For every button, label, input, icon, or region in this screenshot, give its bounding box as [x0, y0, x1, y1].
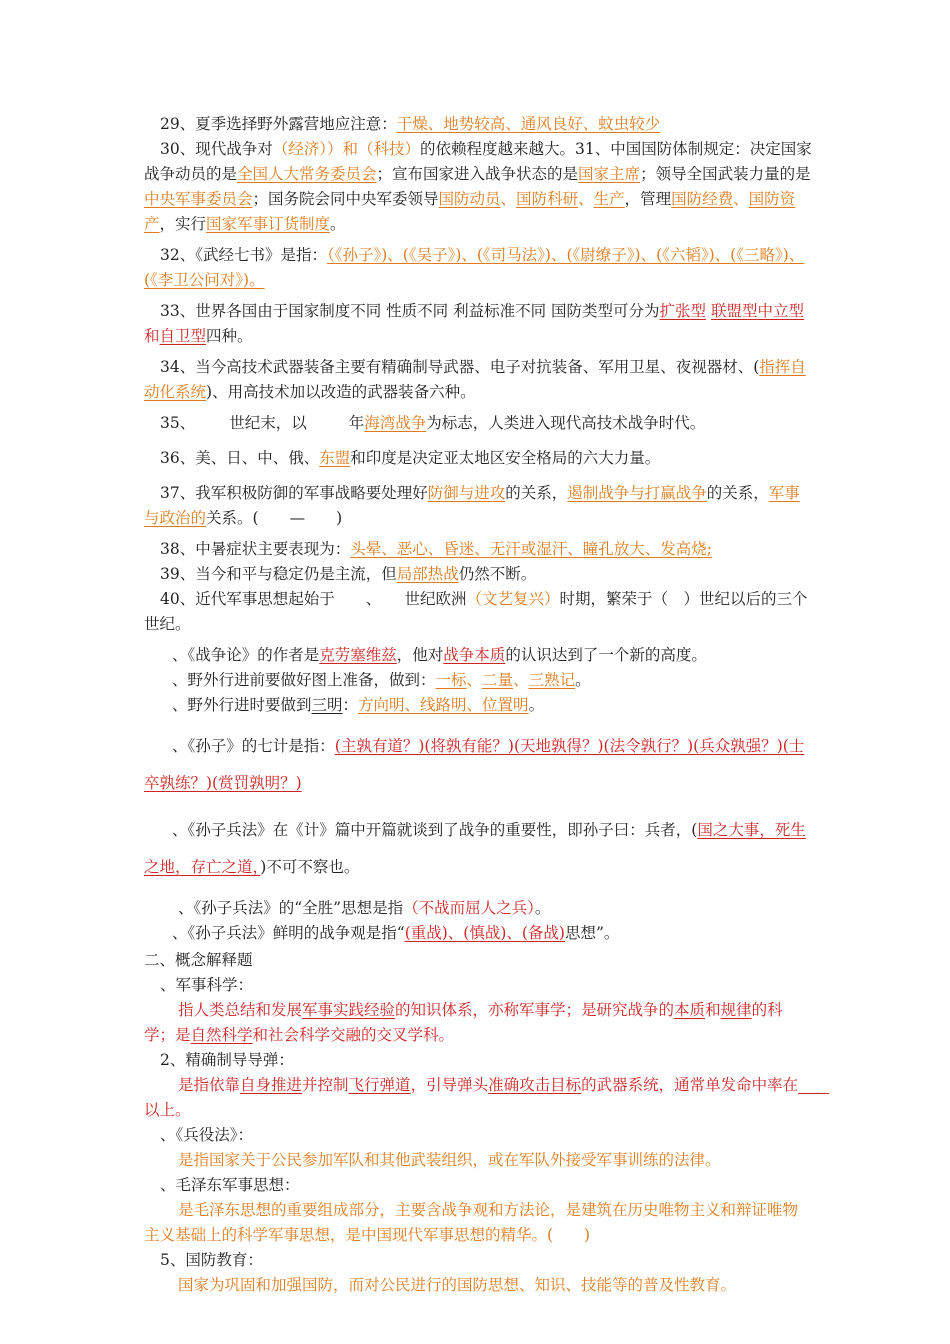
q30-text: 30、现代战争对 — [160, 140, 273, 158]
q32-text: 32、《武经七书》是指： — [160, 246, 327, 264]
q33-end: 四种。 — [206, 327, 253, 345]
def-4-title: 、毛泽东军事思想： — [160, 1176, 300, 1194]
def-1-text-3: 和 — [705, 1001, 721, 1019]
def-4-body: 是毛泽东思想的重要组成部分，主要含战争观和方法论，是建筑在历史唯物主义和辩证唯物主义基础上的科学军事思想，是中国现代军事思想的精华。( ) — [144, 1201, 799, 1244]
q39-text: 39、当今和平与稳定仍是主流，但 — [160, 565, 397, 583]
question-33 — [144, 299, 812, 349]
def-3-title: 、《兵役法》： — [160, 1126, 254, 1144]
def-2-key-2: 飞行弹道 — [348, 1076, 411, 1094]
q33-answer-2: 联盟型 — [710, 302, 758, 320]
q45-text: 、《孙子兵法》在《计》篇中开篇就谈到了战争的重要性，即孙子曰：兵者，( — [172, 821, 698, 839]
q37-answer-1: 防御与进攻 — [427, 484, 506, 502]
q43-end: 。 — [528, 696, 545, 714]
question-38 — [144, 537, 812, 562]
q32-answer: （《孙子》)、(《吴子》)、(《司马法》)、(《尉缭子》)、(《六韬》)、(《三略》)、(《李卫公问对》)。 — [144, 246, 805, 289]
def-2-text-1: 是指依靠 — [178, 1076, 241, 1094]
q47-answer: (重战)、(慎战)、(备战) — [404, 924, 565, 942]
def-1-body — [144, 998, 812, 1048]
q35-text-3: 年 — [348, 414, 365, 432]
q34-text: 34、当今高技术武器装备主要有精确制导武器、电子对抗装备、军用卫星、夜视器材、( — [160, 358, 760, 376]
q42-end: 。 — [575, 671, 591, 689]
q45-answer: 国之大事，死生之地，存亡之道， — [144, 821, 806, 876]
q43-text: 、野外行进时要做到 — [172, 696, 312, 714]
def-2-key-1: 自身推进 — [240, 1076, 303, 1094]
def-2-text-5: 以上。 — [144, 1101, 191, 1119]
q43-colon: ： — [342, 696, 359, 714]
q42-answer-1: 一标 — [435, 671, 467, 689]
q31-answer-1: 全国人大常务委员会 — [237, 165, 377, 183]
def-3-body: 是指国家关于公民参加军队和其他武装组织，或在军队外接受军事训练的法律。 — [178, 1151, 721, 1169]
q33-text: 33、世界各国由于国家制度不同 性质不同 利益标准不同 国防类型可分为 — [160, 302, 660, 320]
q31-sep-1: 、 — [500, 190, 517, 208]
def-1-key-4: 自然科学 — [190, 1026, 253, 1044]
q34-answer: 指挥自动化系统 — [144, 358, 806, 401]
q33-answer-1: 扩张型 — [659, 302, 707, 320]
q34-end: )、用高技术加以改造的武器装备六种。 — [206, 383, 476, 401]
q41-text-2: ，他对 — [396, 646, 444, 664]
question-37 — [144, 481, 812, 531]
q37-text: 37、我军积极防御的军事战略要处理好 — [160, 484, 428, 502]
q41-text: 、《战争论》的作者是 — [172, 646, 320, 664]
q33-answer-3: 中立型 — [757, 302, 804, 320]
q31-text-3: ；领导全国武装力量的是 — [640, 165, 811, 183]
q31-answer-7: 国防经费 — [671, 190, 734, 208]
q31-answer-2: 国家主席 — [578, 165, 641, 183]
q37-end: 关系。( — ) — [206, 509, 343, 527]
q29-text: 29、夏季选择野外露营地应注意： — [160, 115, 397, 133]
question-41 — [144, 643, 812, 668]
def-2-text-2: 并控制 — [302, 1076, 349, 1094]
question-34 — [144, 355, 812, 405]
q43-answer-2: 方向明、线路明、位置明 — [358, 696, 529, 714]
question-46 — [144, 896, 812, 921]
q31-answer-5: 国防科研 — [516, 190, 579, 208]
q31-answer-4: 国防动员 — [438, 190, 501, 208]
q31-answer-8: 国防资产 — [144, 190, 796, 233]
q40-end: 时期，繁荣于（ ）世纪以后的三个世纪。 — [144, 590, 808, 633]
q47-text: 、《孙子兵法》鲜明的战争观是指“ — [172, 924, 405, 942]
def-2-blank — [798, 1076, 829, 1094]
def-5-title: 5、国防教育： — [160, 1251, 263, 1269]
q36-end: 和印度是决定亚太地区安全格局的六大力量。 — [350, 449, 661, 467]
q36-text: 36、美、日、中、俄、 — [160, 449, 320, 467]
question-43 — [144, 693, 812, 718]
q42-text: 、野外行进前要做好图上准备，做到： — [172, 671, 436, 689]
q37-answer-3: 军事与政治的 — [144, 484, 800, 527]
q30-answer: （经济））和（科技） — [272, 140, 420, 158]
q31-text-5: ，管理 — [624, 190, 672, 208]
def-1-text-5: 和社会科学交融的交叉学科。 — [252, 1026, 455, 1044]
q35-text: 35、 — [160, 414, 196, 432]
def-1-title: 、军事科学： — [160, 976, 254, 994]
question-40 — [144, 587, 812, 637]
question-42 — [144, 668, 812, 693]
q31-text-2: ；宣布国家进入战争状态的是 — [376, 165, 579, 183]
q37-answer-2: 遏制战争与打赢战争 — [567, 484, 707, 502]
def-1-text-2: 的知识体系，亦称军事学；是研究战争的 — [395, 1001, 675, 1019]
q33-and: 和 — [144, 327, 160, 345]
def-2-body — [144, 1073, 812, 1123]
q31-sep-3: 、 — [733, 190, 749, 208]
q40-text: 40、近代军事思想起始于 、 世纪欧洲 — [160, 590, 467, 608]
def-5-body: 国家为巩固和加强国防，而对公民进行的国防思想、知识、技能等的普及性教育。 — [178, 1276, 737, 1294]
q33-answer-4: 自卫型 — [159, 327, 207, 345]
def-2-title: 2、精确制导导弹： — [160, 1051, 294, 1069]
q37-text-2: 的关系， — [505, 484, 568, 502]
q47-end: 思想”。 — [564, 924, 620, 942]
q31-text: 的依赖程度越来越大。31、中国国防体制规定：决定国家战争动员的是 — [144, 140, 812, 183]
q31-answer-6: 生产 — [593, 190, 625, 208]
document-body — [144, 112, 812, 1298]
q31-answer-9: 国家军事订货制度 — [206, 215, 331, 233]
q42-answer-3: 三熟记 — [528, 671, 576, 689]
q46-answer: （不战而屈人之兵） — [403, 899, 535, 917]
def-2-text-4: 的武器系统，通常单发命中率在 — [581, 1076, 799, 1094]
question-39 — [144, 562, 812, 587]
question-29 — [144, 112, 812, 137]
question-35 — [144, 411, 812, 436]
q38-text: 38、中暑症状主要表现为： — [160, 540, 351, 558]
q39-answer: 局部热战 — [396, 565, 459, 583]
q41-end: 的认识达到了一个新的高度。 — [505, 646, 707, 664]
q40-answer: （文艺复兴） — [466, 590, 560, 608]
def-1-key-1: 军事实践经验 — [302, 1001, 396, 1019]
def-2-key-3: 准确攻击目标 — [488, 1076, 582, 1094]
q35-text-2: 世纪末，以 — [229, 414, 307, 432]
question-45 — [144, 812, 812, 886]
q45-end: )不可不察也。 — [260, 858, 360, 876]
question-32 — [144, 243, 812, 293]
def-2-text-3: ，引导弹头 — [410, 1076, 489, 1094]
q41-answer-1: 克劳塞维兹 — [319, 646, 397, 664]
q31-text-6: ，实行 — [159, 215, 207, 233]
def-1-text-4: 的科学；是 — [144, 1001, 783, 1044]
question-44 — [144, 728, 812, 802]
q31-text-4: ；国务院会同中央军委领导 — [252, 190, 439, 208]
q43-answer-1: 三明 — [311, 696, 343, 714]
q44-answer: (主孰有道？)(将孰有能？)(天地孰得？)(法令孰行？)(兵众孰强？)(士卒孰练？)(赏罚孰明？) — [144, 737, 805, 792]
def-1-key-3: 规律 — [720, 1001, 752, 1019]
q35-end: 为标志，人类进入现代高技术战争时代。 — [426, 414, 706, 432]
q39-end: 仍然不断。 — [458, 565, 537, 583]
question-30-31 — [144, 137, 812, 237]
q46-text: 、《孙子兵法》的“全胜”思想是指 — [178, 899, 404, 917]
q44-text: 、《孙子》的七计是指： — [172, 737, 335, 755]
q42-sep-2: 、 — [513, 671, 529, 689]
q29-answer: 干燥、地势较高、通风良好、蚊虫较少 — [396, 115, 661, 133]
question-36 — [144, 446, 812, 471]
q31-end: 。 — [330, 215, 346, 233]
q31-answer-3: 中央军事委员会 — [144, 190, 253, 208]
q35-answer: 海湾战争 — [364, 414, 427, 432]
def-1-key-2: 本质 — [674, 1001, 706, 1019]
q42-sep-1: 、 — [466, 671, 483, 689]
q36-answer: 东盟 — [319, 449, 351, 467]
q41-answer-2: 战争本质 — [443, 646, 506, 664]
q38-answer: 头晕、恶心、昏迷、无汗或湿汗、瞳孔放大、发高烧; — [350, 540, 712, 558]
q31-sep-2: 、 — [578, 190, 594, 208]
q37-text-3: 的关系， — [706, 484, 769, 502]
question-47 — [144, 921, 812, 946]
section-heading: 二、概念解释题 — [144, 951, 253, 969]
q42-answer-2: 二量 — [482, 671, 514, 689]
q46-end: 。 — [534, 899, 551, 917]
def-1-text-1: 指人类总结和发展 — [178, 1001, 303, 1019]
